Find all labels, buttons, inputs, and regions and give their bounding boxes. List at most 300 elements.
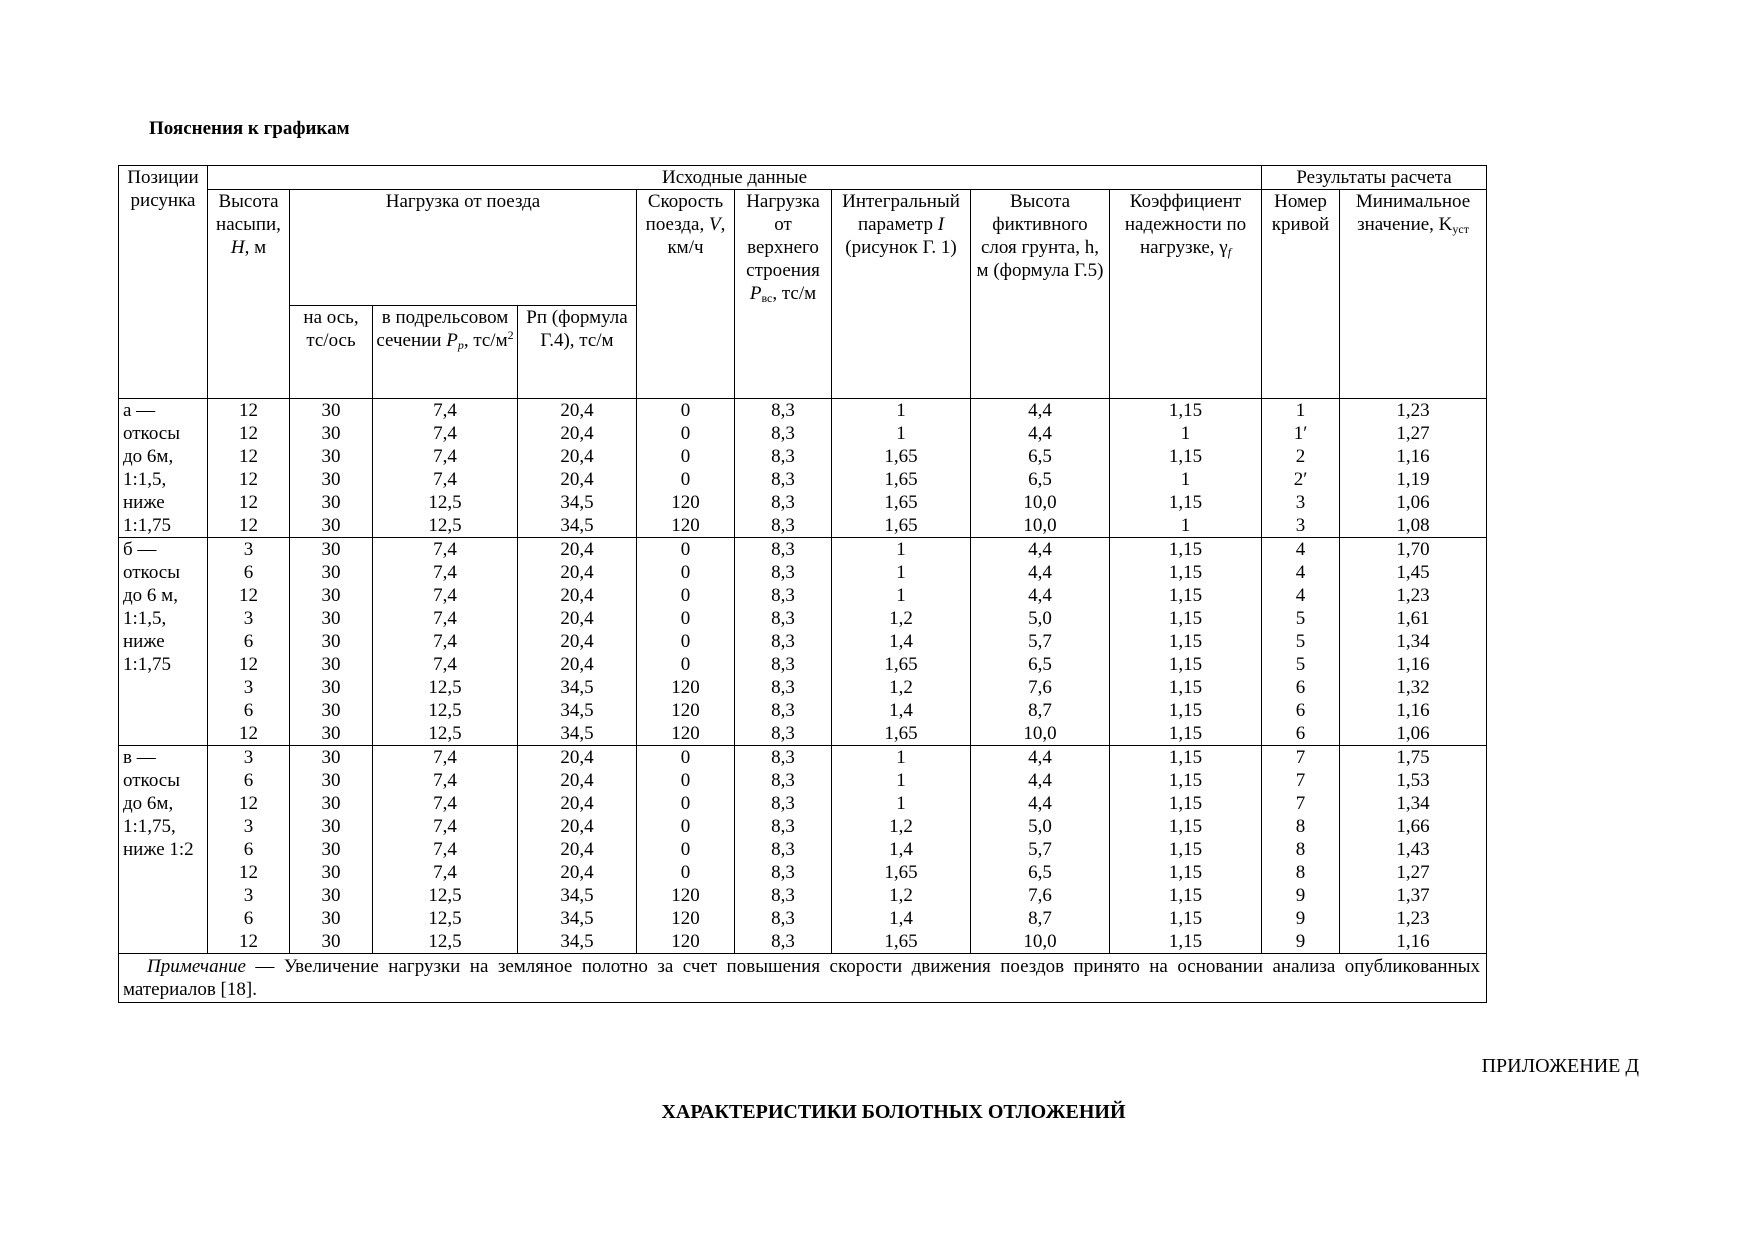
- table-cell: 30: [290, 399, 373, 423]
- table-cell: 4,4: [971, 538, 1110, 562]
- table-cell: 8,3: [735, 607, 832, 630]
- table-cell: 8,3: [735, 653, 832, 676]
- table-cell: 6: [208, 699, 290, 722]
- table-cell: 7,4: [373, 769, 518, 792]
- table-row: [119, 884, 1487, 907]
- table-cell: 1: [1262, 399, 1340, 423]
- table-cell: 3: [1262, 514, 1340, 538]
- position-label-line: 1:1,5,: [123, 469, 167, 490]
- table-cell: 1,06: [1340, 491, 1487, 514]
- table-cell: 8,3: [735, 422, 832, 445]
- table-cell: 1,15: [1110, 884, 1262, 907]
- table-cell: 1,32: [1340, 676, 1487, 699]
- table-cell: 1,15: [1110, 561, 1262, 584]
- table-cell: 8,3: [735, 491, 832, 514]
- header-upper-structure-load: Нагрузка от верхнего строения $P_{вс}$, тс/м: [735, 190, 832, 399]
- table-cell: 1: [1110, 422, 1262, 445]
- table-cell: 30: [290, 746, 373, 770]
- table-cell: 1,66: [1340, 815, 1487, 838]
- table-cell: 12: [208, 468, 290, 491]
- table-cell: 10,0: [971, 722, 1110, 746]
- table-cell: 0: [637, 792, 735, 815]
- table-cell: 4,4: [971, 399, 1110, 423]
- table-cell: 20,4: [518, 607, 637, 630]
- table-cell: 8,3: [735, 815, 832, 838]
- table-row: [119, 653, 1487, 676]
- table-row: [119, 422, 1487, 445]
- table-cell: 8,3: [735, 399, 832, 423]
- table-cell: 1,70: [1340, 538, 1487, 562]
- table-cell: 30: [290, 884, 373, 907]
- table-cell: 8,3: [735, 561, 832, 584]
- table-cell: 20,4: [518, 861, 637, 884]
- table-cell: 34,5: [518, 722, 637, 746]
- table-cell: 4,4: [971, 769, 1110, 792]
- table-row: [119, 468, 1487, 491]
- table-cell: 12,5: [373, 907, 518, 930]
- table-cell: 1,15: [1110, 399, 1262, 423]
- table-cell: 0: [637, 746, 735, 770]
- table-cell: 20,4: [518, 538, 637, 562]
- table-cell: 1,16: [1340, 653, 1487, 676]
- table-cell: 1,65: [832, 930, 971, 954]
- table-cell: 7,4: [373, 607, 518, 630]
- table-cell: 12,5: [373, 930, 518, 954]
- table-cell: 2: [1262, 445, 1340, 468]
- table-row: [119, 561, 1487, 584]
- table-cell: 8,3: [735, 538, 832, 562]
- table-cell: 8,3: [735, 746, 832, 770]
- table-cell: 0: [637, 838, 735, 861]
- table-cell: 10,0: [971, 930, 1110, 954]
- table-cell: 8,3: [735, 584, 832, 607]
- table-cell: 30: [290, 491, 373, 514]
- table-cell: 120: [637, 930, 735, 954]
- header-load-coefficient: Коэффициент надежности по нагрузке, $\gamma_f$: [1110, 190, 1262, 399]
- table-cell: 1,15: [1110, 769, 1262, 792]
- table-cell: 7,4: [373, 815, 518, 838]
- table-cell: 1,15: [1110, 584, 1262, 607]
- table-cell: 1′: [1262, 422, 1340, 445]
- table-cell: 8,3: [735, 861, 832, 884]
- table-cell: 2′: [1262, 468, 1340, 491]
- table-cell: 1: [832, 399, 971, 423]
- table-cell: 20,4: [518, 792, 637, 815]
- position-label: [119, 746, 208, 954]
- table-cell: 10,0: [971, 491, 1110, 514]
- table-cell: 3: [208, 884, 290, 907]
- table-cell: 0: [637, 653, 735, 676]
- table-cell: 0: [637, 422, 735, 445]
- table-cell: 6: [1262, 699, 1340, 722]
- table-cell: 30: [290, 653, 373, 676]
- table-cell: 7,4: [373, 538, 518, 562]
- table-row: [119, 722, 1487, 746]
- header-subrail-load: в подрельсовом сечении $P_p$, $тс/м^2$: [373, 306, 518, 399]
- table-cell: 30: [290, 514, 373, 538]
- table-cell: 8,3: [735, 445, 832, 468]
- table-cell: 30: [290, 907, 373, 930]
- table-cell: 8,3: [735, 930, 832, 954]
- table-cell: 12,5: [373, 722, 518, 746]
- table-cell: 0: [637, 607, 735, 630]
- table-cell: 34,5: [518, 907, 637, 930]
- table-cell: 0: [637, 584, 735, 607]
- table-cell: 34,5: [518, 930, 637, 954]
- table-cell: 1: [832, 584, 971, 607]
- table-cell: 1,65: [832, 653, 971, 676]
- table-cell: 7: [1262, 746, 1340, 770]
- note-label: Примечание: [147, 956, 246, 977]
- table-cell: 4,4: [971, 584, 1110, 607]
- table-cell: 0: [637, 445, 735, 468]
- table-cell: 7,4: [373, 861, 518, 884]
- table-cell: 120: [637, 884, 735, 907]
- table-cell: 1: [832, 422, 971, 445]
- calc-table: [118, 165, 1487, 1003]
- table-cell: 1,15: [1110, 815, 1262, 838]
- position-label-line: откосы: [123, 562, 180, 583]
- table-row: [119, 792, 1487, 815]
- table-cell: 20,4: [518, 422, 637, 445]
- table-cell: 1,65: [832, 468, 971, 491]
- table-cell: 1,15: [1110, 653, 1262, 676]
- position-label: [119, 538, 208, 746]
- table-cell: 12: [208, 792, 290, 815]
- position-label-line: ниже: [123, 631, 165, 652]
- table-cell: 20,4: [518, 399, 637, 423]
- table-cell: 30: [290, 584, 373, 607]
- table-cell: 6: [208, 630, 290, 653]
- header-train-load: Нагрузка от поезда: [290, 190, 637, 306]
- table-cell: 3: [208, 815, 290, 838]
- table-cell: 6: [208, 907, 290, 930]
- table-cell: 6,5: [971, 445, 1110, 468]
- table-cell: 4,4: [971, 561, 1110, 584]
- table-cell: 12: [208, 653, 290, 676]
- table-cell: 1,15: [1110, 907, 1262, 930]
- table-cell: 1,65: [832, 445, 971, 468]
- table-cell: 1,23: [1340, 399, 1487, 423]
- appendix-label: ПРИЛОЖЕНИЕ Д: [1481, 1055, 1639, 1077]
- header-axle-load: на ось, тс/ось: [290, 306, 373, 399]
- table-cell: 1,15: [1110, 676, 1262, 699]
- table-cell: 1,08: [1340, 514, 1487, 538]
- table-row: [119, 838, 1487, 861]
- table-cell: 12: [208, 722, 290, 746]
- table-cell: 6: [208, 769, 290, 792]
- table-cell: 0: [637, 769, 735, 792]
- position-label-line: ниже 1:2: [123, 839, 194, 860]
- table-row: [119, 584, 1487, 607]
- table-cell: 8: [1262, 861, 1340, 884]
- header-curve-number: Номер кривой: [1262, 190, 1340, 399]
- table-cell: 9: [1262, 884, 1340, 907]
- table-cell: 5: [1262, 630, 1340, 653]
- table-cell: 1,15: [1110, 838, 1262, 861]
- table-cell: 5: [1262, 607, 1340, 630]
- position-label-line: в —: [123, 747, 156, 768]
- table-row: [119, 607, 1487, 630]
- table-cell: 30: [290, 676, 373, 699]
- table-cell: 30: [290, 792, 373, 815]
- table-row: [119, 907, 1487, 930]
- table-cell: 7,6: [971, 676, 1110, 699]
- table-cell: 30: [290, 722, 373, 746]
- table-cell: 1: [832, 792, 971, 815]
- table-cell: 6: [1262, 676, 1340, 699]
- header-position: Позиции рисунка: [119, 166, 208, 399]
- table-cell: 1,15: [1110, 491, 1262, 514]
- table-cell: 3: [208, 538, 290, 562]
- table-cell: 1,2: [832, 607, 971, 630]
- table-cell: 1,16: [1340, 699, 1487, 722]
- table-cell: 4,4: [971, 422, 1110, 445]
- table-cell: 0: [637, 815, 735, 838]
- table-cell: 4: [1262, 584, 1340, 607]
- table-cell: 1,4: [832, 699, 971, 722]
- table-cell: 30: [290, 838, 373, 861]
- table-cell: 34,5: [518, 884, 637, 907]
- table-row: [119, 399, 1487, 423]
- table-cell: 7,6: [971, 884, 1110, 907]
- note-text: — Увеличение нагрузки на земляное полотно за счет повышения скорости движения поездов принято на основании анализа опубликованных материалов [18].: [123, 956, 1481, 1000]
- table-cell: 0: [637, 630, 735, 653]
- table-cell: 0: [637, 399, 735, 423]
- table-cell: 3: [208, 676, 290, 699]
- table-cell: 12,5: [373, 676, 518, 699]
- table-cell: 1: [1110, 468, 1262, 491]
- table-cell: 7: [1262, 792, 1340, 815]
- header-embankment-height: Высота насыпи, Н, м: [208, 190, 290, 399]
- table-cell: 12: [208, 930, 290, 954]
- table-cell: 1,61: [1340, 607, 1487, 630]
- table-cell: 20,4: [518, 653, 637, 676]
- table-cell: 1,65: [832, 514, 971, 538]
- table-cell: 5,7: [971, 838, 1110, 861]
- header-fictitious-layer: Высота фиктивного слоя грунта, h, м (формула Г.5): [971, 190, 1110, 399]
- table-cell: 0: [637, 538, 735, 562]
- table-cell: 1,37: [1340, 884, 1487, 907]
- table-cell: 120: [637, 676, 735, 699]
- position-label-line: а —: [123, 400, 156, 421]
- table-cell: 1,16: [1340, 445, 1487, 468]
- table-cell: 1,43: [1340, 838, 1487, 861]
- table-cell: 7,4: [373, 468, 518, 491]
- table-cell: 1,15: [1110, 930, 1262, 954]
- table-cell: 7,4: [373, 838, 518, 861]
- table-cell: 20,4: [518, 561, 637, 584]
- table-cell: 12: [208, 491, 290, 514]
- table-cell: 1,53: [1340, 769, 1487, 792]
- table-cell: 8,3: [735, 630, 832, 653]
- table-cell: 1,19: [1340, 468, 1487, 491]
- table-body: [119, 399, 1487, 1003]
- table-cell: 12: [208, 584, 290, 607]
- section-heading: Пояснения к графикам: [149, 118, 350, 139]
- table-cell: 1,34: [1340, 630, 1487, 653]
- note-row: [119, 954, 1487, 1003]
- table-cell: 0: [637, 561, 735, 584]
- table-note: [119, 954, 1487, 1003]
- table-cell: 12: [208, 445, 290, 468]
- table-cell: 1,16: [1340, 930, 1487, 954]
- table-cell: 12: [208, 422, 290, 445]
- table-cell: 34,5: [518, 676, 637, 699]
- table-cell: 1: [832, 746, 971, 770]
- table-cell: 1,2: [832, 676, 971, 699]
- table-cell: 1,15: [1110, 699, 1262, 722]
- table-cell: 3: [1262, 491, 1340, 514]
- table-cell: 1,15: [1110, 607, 1262, 630]
- table-header: [119, 166, 1487, 399]
- table-cell: 6,5: [971, 861, 1110, 884]
- table-row: [119, 630, 1487, 653]
- table-cell: 7,4: [373, 445, 518, 468]
- table-row: [119, 514, 1487, 538]
- table-cell: 12,5: [373, 884, 518, 907]
- table-cell: 4: [1262, 538, 1340, 562]
- table-cell: 7: [1262, 769, 1340, 792]
- table-row: [119, 676, 1487, 699]
- table-cell: 1,2: [832, 815, 971, 838]
- table-cell: 6,5: [971, 653, 1110, 676]
- table-cell: 12: [208, 861, 290, 884]
- table-cell: 120: [637, 514, 735, 538]
- table-cell: 6: [208, 838, 290, 861]
- table-cell: 8,7: [971, 699, 1110, 722]
- table-cell: 12: [208, 514, 290, 538]
- position-label-line: до 6м,: [123, 446, 174, 467]
- table-cell: 5,7: [971, 630, 1110, 653]
- table-cell: 12,5: [373, 699, 518, 722]
- table-cell: 1,34: [1340, 792, 1487, 815]
- table-cell: 1,15: [1110, 861, 1262, 884]
- table-cell: 20,4: [518, 746, 637, 770]
- table-cell: 1,27: [1340, 861, 1487, 884]
- table-cell: 1,27: [1340, 422, 1487, 445]
- table-cell: 1,4: [832, 907, 971, 930]
- table-cell: 1,15: [1110, 538, 1262, 562]
- table-cell: 8,3: [735, 884, 832, 907]
- table-cell: 120: [637, 491, 735, 514]
- table-cell: 30: [290, 538, 373, 562]
- table-cell: 4,4: [971, 792, 1110, 815]
- table-cell: 3: [208, 746, 290, 770]
- table-cell: 1,45: [1340, 561, 1487, 584]
- table-cell: 7,4: [373, 584, 518, 607]
- position-label-line: 1:1,75,: [123, 816, 176, 837]
- table-cell: 1,75: [1340, 746, 1487, 770]
- table-cell: 20,4: [518, 584, 637, 607]
- table-cell: 1,4: [832, 838, 971, 861]
- table-cell: 20,4: [518, 769, 637, 792]
- table-cell: 4: [1262, 561, 1340, 584]
- table-cell: 6,5: [971, 468, 1110, 491]
- position-label-line: 1:1,5,: [123, 608, 167, 629]
- table-cell: 8,7: [971, 907, 1110, 930]
- table-cell: 30: [290, 422, 373, 445]
- table-cell: 20,4: [518, 838, 637, 861]
- table-cell: 1,15: [1110, 630, 1262, 653]
- table-cell: 1: [832, 769, 971, 792]
- table-cell: 20,4: [518, 468, 637, 491]
- table-cell: 30: [290, 607, 373, 630]
- table-cell: 120: [637, 722, 735, 746]
- header-min-value: Минимальное значение, $K_{уст}$: [1340, 190, 1487, 399]
- table-cell: 8: [1262, 815, 1340, 838]
- table-cell: 30: [290, 861, 373, 884]
- table-cell: 30: [290, 815, 373, 838]
- table-cell: 30: [290, 769, 373, 792]
- table-cell: 1,23: [1340, 584, 1487, 607]
- table-row: [119, 538, 1487, 562]
- position-label-line: откосы: [123, 770, 180, 791]
- position-label-line: до 6м,: [123, 793, 174, 814]
- table-cell: 9: [1262, 930, 1340, 954]
- table-cell: 8,3: [735, 676, 832, 699]
- table-cell: 30: [290, 699, 373, 722]
- position-label: [119, 399, 208, 538]
- table-cell: 1,23: [1340, 907, 1487, 930]
- table-cell: 1,15: [1110, 792, 1262, 815]
- table-cell: 0: [637, 861, 735, 884]
- table-cell: 5,0: [971, 815, 1110, 838]
- table-cell: 8,3: [735, 907, 832, 930]
- position-label-line: б —: [123, 539, 157, 560]
- table-cell: 1,2: [832, 884, 971, 907]
- table-cell: 1: [1110, 514, 1262, 538]
- table-cell: 9: [1262, 907, 1340, 930]
- table-cell: 8: [1262, 838, 1340, 861]
- position-label-line: 1:1,75: [123, 654, 172, 675]
- table-cell: 8,3: [735, 838, 832, 861]
- table-cell: 34,5: [518, 699, 637, 722]
- table-cell: 12: [208, 399, 290, 423]
- table-cell: 34,5: [518, 491, 637, 514]
- table-row: [119, 769, 1487, 792]
- position-label-line: откосы: [123, 423, 180, 444]
- table-cell: 7,4: [373, 746, 518, 770]
- header-pn-load: Рп (формула Г.4), тс/м: [518, 306, 637, 399]
- table-cell: 30: [290, 445, 373, 468]
- table-cell: 7,4: [373, 561, 518, 584]
- table-row: [119, 861, 1487, 884]
- table-cell: 7,4: [373, 653, 518, 676]
- table-cell: 34,5: [518, 514, 637, 538]
- table-row: [119, 746, 1487, 770]
- table-cell: 1,65: [832, 861, 971, 884]
- table-cell: 30: [290, 630, 373, 653]
- header-integral-parameter: Интегральный параметр I (рисунок Г. 1): [832, 190, 971, 399]
- table-cell: 120: [637, 907, 735, 930]
- appendix-title: ХАРАКТЕРИСТИКИ БОЛОТНЫХ ОТЛОЖЕНИЙ: [661, 1101, 1126, 1123]
- table-cell: 1,06: [1340, 722, 1487, 746]
- table-cell: 1,15: [1110, 722, 1262, 746]
- table-cell: 20,4: [518, 630, 637, 653]
- position-label-line: ниже: [123, 492, 165, 513]
- table-cell: 7,4: [373, 792, 518, 815]
- table-cell: 1,15: [1110, 445, 1262, 468]
- table-cell: 7,4: [373, 399, 518, 423]
- table-cell: 4,4: [971, 746, 1110, 770]
- position-label-line: 1:1,75: [123, 515, 172, 536]
- table-row: [119, 815, 1487, 838]
- table-cell: 7,4: [373, 630, 518, 653]
- table-cell: 12,5: [373, 491, 518, 514]
- table-cell: 1: [832, 561, 971, 584]
- table-cell: 1,65: [832, 491, 971, 514]
